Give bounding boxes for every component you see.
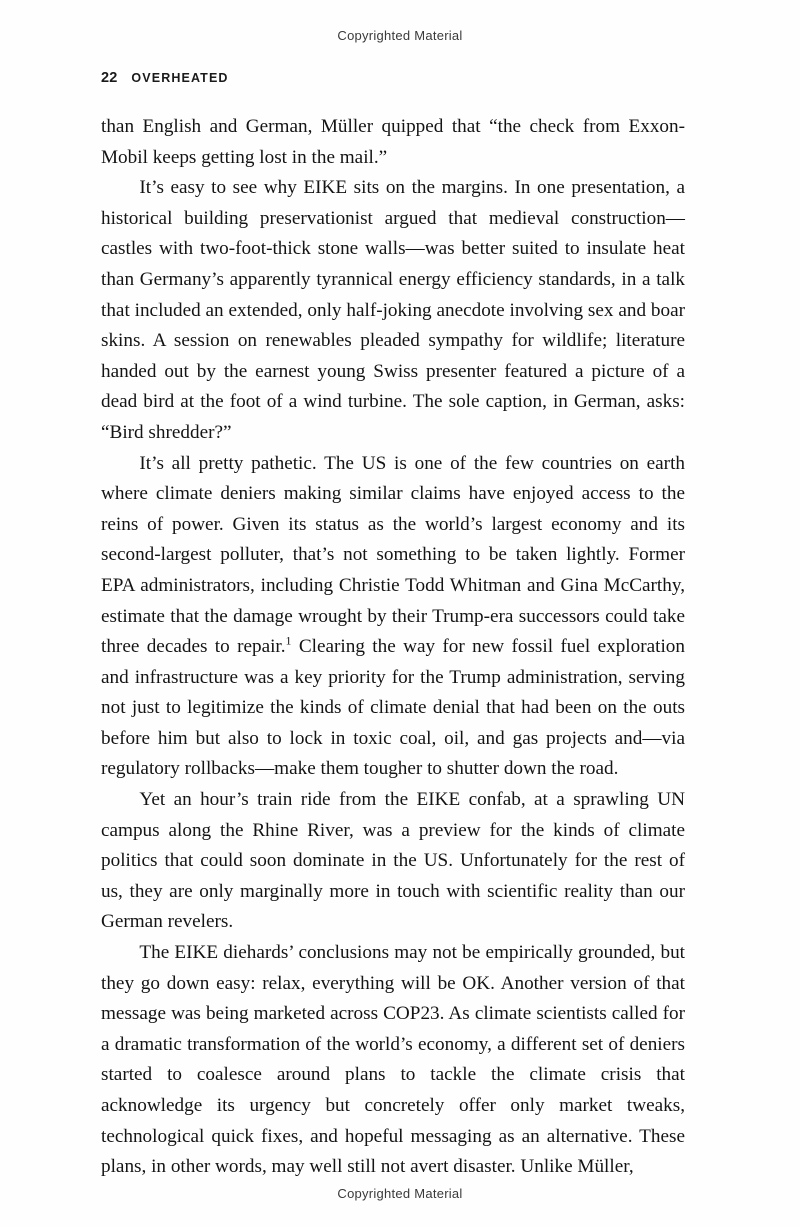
copyright-watermark-top: Copyrighted Material xyxy=(337,28,463,43)
paragraph-3-text-before-note: It’s all pretty pathetic. The US is one of the few countries on earth where climate deniers making similar claims have enjoyed access to the reins of power. Given its status as the world’s largest economy and its second-largest polluter, that’s not something to be taken lightly. Former EPA administrators, including Christie Todd Whitman and Gina McCarthy, estimate that the damage wrought by their Trump-era successors could take three decades to repair. xyxy=(101,452,685,658)
book-title: OVERHEATED xyxy=(131,71,229,85)
paragraph-3-text-after-note: Clearing the way for new fossil fuel exploration and infrastructure was a key priority for the Trump administration, serving not just to legitimize the kinds of climate denial that had been on the outs before him but also to lock in toxic coal, oil, and gas projects and—via regulatory rollbacks—make them tougher to shutter down the road. xyxy=(101,636,685,780)
paragraph-1: than English and German, Müller quipped that “the check from Exxon-Mobil keeps getting lost in the mail.” xyxy=(101,116,685,168)
copyright-watermark-bottom: Copyrighted Material xyxy=(337,1186,463,1201)
paragraph-3 xyxy=(101,449,685,786)
paragraph-2: It’s easy to see why EIKE sits on the margins. In one presentation, a historical building preservationist argued that medieval construction—castles with two-foot-thick stone walls—was better suited to insulate heat than Germany’s apparently tyrannical energy efficiency standards, in a talk that included an extended, only half-joking anecdote involving sex and boar skins. A session on renewables pleaded sympathy for wildlife; literature handed out by the earnest young Swiss presenter featured a picture of a dead bird at the foot of a wind turbine. The sole caption, in German, asks: “Bird shredder?” xyxy=(101,177,685,443)
paragraph-4: Yet an hour’s train ride from the EIKE confab, at a sprawling UN campus along the Rhine River, was a preview for the kinds of climate politics that could soon dominate in the US. Unfortunately for the rest of us, they are only marginally more in touch with scientific reality than our German revelers. xyxy=(101,789,685,933)
page-body xyxy=(101,112,685,1183)
paragraph-5: The EIKE diehards’ conclusions may not be empirically grounded, but they go down easy: relax, everything will be OK. Another version of that message was being marketed across COP23. As climate scientists called for a dramatic transformation of the world’s economy, a different set of deniers started to coalesce around plans to tackle the climate crisis that acknowledge its urgency but concretely offer only market tweaks, technological quick fixes, and hopeful messaging as an alternative. These plans, in other words, may well still not avert disaster. Unlike Müller, xyxy=(101,942,685,1178)
page-number: 22 xyxy=(101,70,118,86)
footnote-marker: 1 xyxy=(285,633,292,648)
running-head xyxy=(101,70,229,86)
